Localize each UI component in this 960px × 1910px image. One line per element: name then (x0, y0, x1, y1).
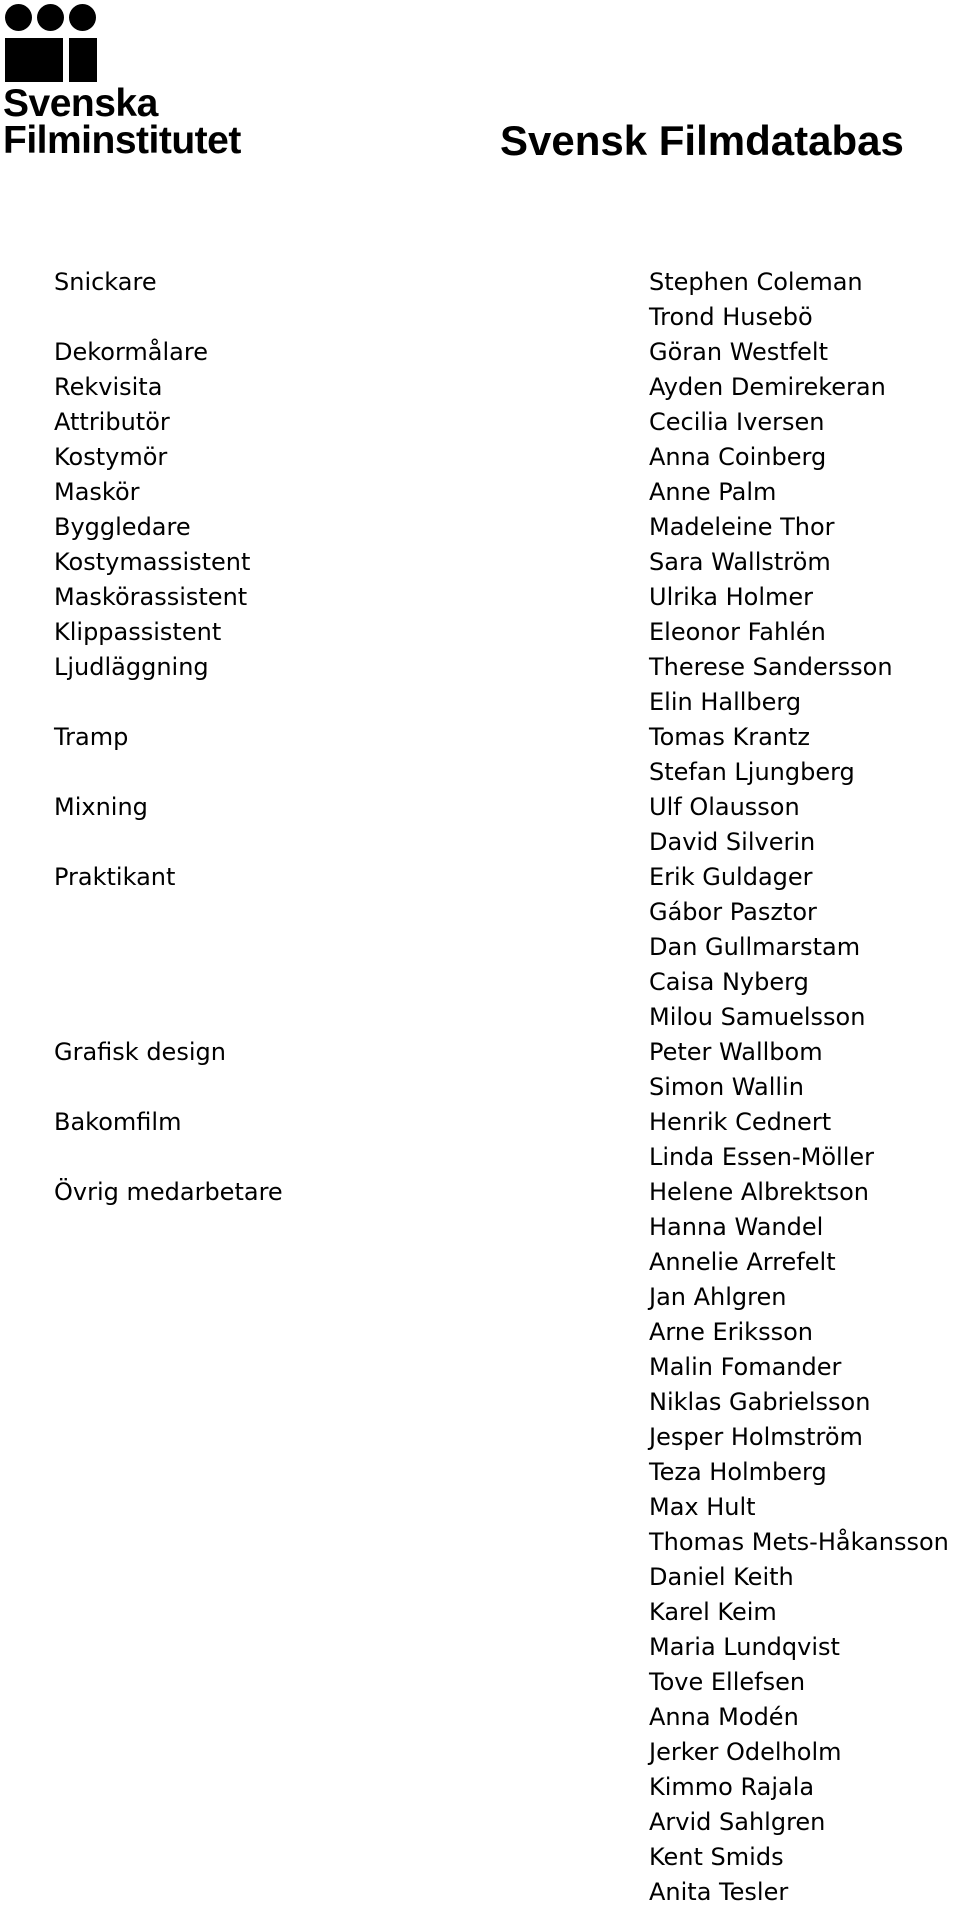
person-name: Dan Gullmarstam (649, 933, 861, 961)
logo-block-icon (5, 38, 63, 82)
person-name: Anna Coinberg (649, 443, 827, 471)
role-label: Dekormålare (54, 338, 208, 366)
person-name: Peter Wallbom (649, 1038, 823, 1066)
person-name: Erik Guldager (649, 863, 813, 891)
svenska-filminstitutet-logo (3, 4, 253, 160)
person-name: Ayden Demirekeran (649, 373, 886, 401)
person-name: Thomas Mets-Håkansson (649, 1528, 949, 1556)
person-name: Sara Wallström (649, 548, 831, 576)
person-name: Max Hult (649, 1493, 756, 1521)
role-label: Grafisk design (54, 1038, 226, 1066)
person-name: David Silverin (649, 828, 816, 856)
person-name: Henrik Cednert (649, 1108, 832, 1136)
role-label: Mixning (54, 793, 148, 821)
logo-mark-icon (3, 4, 99, 84)
person-name: Daniel Keith (649, 1563, 794, 1591)
person-name: Eleonor Fahlén (649, 618, 826, 646)
person-name: Tove Ellefsen (649, 1668, 806, 1696)
role-label: Snickare (54, 268, 157, 296)
person-name: Arvid Sahlgren (649, 1808, 826, 1836)
role-label: Maskör (54, 478, 140, 506)
person-name: Arne Eriksson (649, 1318, 813, 1346)
person-name: Karel Keim (649, 1598, 777, 1626)
logo-dot-icon (5, 4, 32, 31)
person-name: Malin Fomander (649, 1353, 842, 1381)
logo-text-line2: Filminstitutet (3, 119, 241, 162)
person-name: Elin Hallberg (649, 688, 802, 716)
role-label: Byggledare (54, 513, 191, 541)
person-name: Jan Ahlgren (649, 1283, 787, 1311)
person-name: Anita Tesler (649, 1878, 789, 1906)
role-label: Maskörassistent (54, 583, 248, 611)
person-name: Anne Palm (649, 478, 777, 506)
person-name: Ulf Olausson (649, 793, 800, 821)
role-label: Attributör (54, 408, 170, 436)
person-name: Cecilia Iversen (649, 408, 825, 436)
role-label: Kostymassistent (54, 548, 251, 576)
person-name: Trond Husebö (649, 303, 813, 331)
person-name: Gábor Pasztor (649, 898, 817, 926)
person-name: Stephen Coleman (649, 268, 863, 296)
role-label: Klippassistent (54, 618, 222, 646)
person-name: Jesper Holmström (649, 1423, 863, 1451)
person-name: Milou Samuelsson (649, 1003, 866, 1031)
role-label: Rekvisita (54, 373, 163, 401)
logo-block-icon (69, 38, 97, 82)
logo-dot-icon (69, 4, 96, 31)
person-name: Maria Lundqvist (649, 1633, 840, 1661)
person-name: Helene Albrektson (649, 1178, 869, 1206)
person-name: Caisa Nyberg (649, 968, 809, 996)
person-name: Madeleine Thor (649, 513, 835, 541)
role-label: Bakomfilm (54, 1108, 182, 1136)
role-label: Kostymör (54, 443, 168, 471)
person-name: Simon Wallin (649, 1073, 804, 1101)
person-name: Anna Modén (649, 1703, 799, 1731)
logo-text-line1: Svenska (3, 82, 158, 125)
person-name: Teza Holmberg (649, 1458, 827, 1486)
person-name: Ulrika Holmer (649, 583, 813, 611)
role-label: Tramp (54, 723, 129, 751)
role-label: Ljudläggning (54, 653, 209, 681)
person-name: Annelie Arrefelt (649, 1248, 836, 1276)
person-name: Kimmo Rajala (649, 1773, 815, 1801)
logo-dot-icon (37, 4, 64, 31)
person-name: Therese Sandersson (649, 653, 893, 681)
person-name: Göran Westfelt (649, 338, 828, 366)
role-label: Praktikant (54, 863, 176, 891)
page-title: Svensk Filmdatabas (500, 117, 904, 164)
person-name: Jerker Odelholm (649, 1738, 842, 1766)
person-name: Linda Essen-Möller (649, 1143, 874, 1171)
person-name: Hanna Wandel (649, 1213, 824, 1241)
person-name: Tomas Krantz (649, 723, 811, 751)
person-name: Stefan Ljungberg (649, 758, 855, 786)
person-name: Kent Smids (649, 1843, 784, 1871)
role-label: Övrig medarbetare (54, 1178, 283, 1206)
person-name: Niklas Gabrielsson (649, 1388, 871, 1416)
